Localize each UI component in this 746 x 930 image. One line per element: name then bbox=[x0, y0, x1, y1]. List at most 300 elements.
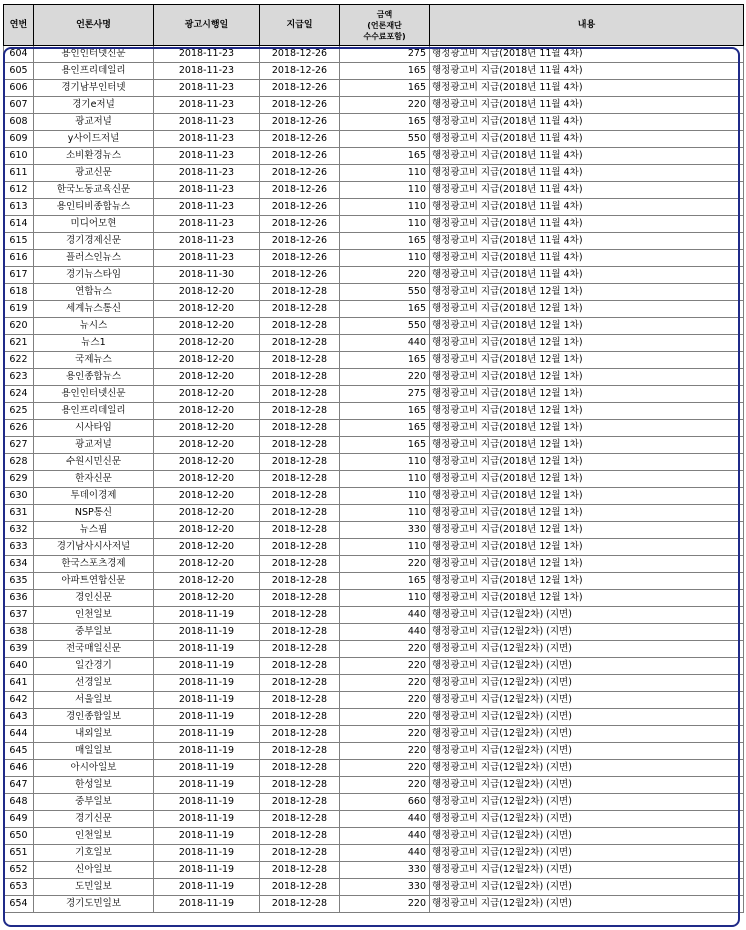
cell-pay-date: 2018-12-26 bbox=[260, 199, 340, 216]
cell-no: 641 bbox=[4, 675, 34, 692]
table-row bbox=[4, 590, 744, 607]
cell-ad-date: 2018-11-19 bbox=[154, 743, 260, 760]
cell-amount: 110 bbox=[340, 590, 430, 607]
table-row bbox=[4, 437, 744, 454]
cell-amount: 220 bbox=[340, 675, 430, 692]
cell-content: 행정광고비 지급(2018년 11월 4차) bbox=[430, 131, 744, 148]
cell-content: 행정광고비 지급(2018년 12월 1차) bbox=[430, 454, 744, 471]
cell-pay-date: 2018-12-28 bbox=[260, 692, 340, 709]
cell-amount: 330 bbox=[340, 862, 430, 879]
cell-content: 행정광고비 지급(12월2차) (지면) bbox=[430, 845, 744, 862]
cell-content: 행정광고비 지급(2018년 12월 1차) bbox=[430, 556, 744, 573]
cell-ad-date: 2018-11-23 bbox=[154, 199, 260, 216]
cell-pay-date: 2018-12-28 bbox=[260, 760, 340, 777]
cell-amount: 220 bbox=[340, 369, 430, 386]
cell-amount: 440 bbox=[340, 607, 430, 624]
cell-ad-date: 2018-12-20 bbox=[154, 318, 260, 335]
table-row bbox=[4, 403, 744, 420]
cell-media: 아파트연합신문 bbox=[34, 573, 154, 590]
cell-no: 629 bbox=[4, 471, 34, 488]
cell-media: 도민일보 bbox=[34, 879, 154, 896]
cell-content: 행정광고비 지급(2018년 12월 1차) bbox=[430, 318, 744, 335]
table-row bbox=[4, 250, 744, 267]
cell-no: 614 bbox=[4, 216, 34, 233]
cell-amount: 110 bbox=[340, 471, 430, 488]
cell-pay-date: 2018-12-28 bbox=[260, 471, 340, 488]
cell-pay-date: 2018-12-26 bbox=[260, 267, 340, 284]
cell-amount: 220 bbox=[340, 896, 430, 913]
cell-content: 행정광고비 지급(2018년 12월 1차) bbox=[430, 522, 744, 539]
cell-ad-date: 2018-11-23 bbox=[154, 46, 260, 63]
cell-media: 광교저널 bbox=[34, 114, 154, 131]
cell-ad-date: 2018-11-19 bbox=[154, 658, 260, 675]
table-row bbox=[4, 862, 744, 879]
cell-pay-date: 2018-12-28 bbox=[260, 284, 340, 301]
table-row bbox=[4, 471, 744, 488]
cell-content: 행정광고비 지급(12월2차) (지면) bbox=[430, 726, 744, 743]
cell-amount: 220 bbox=[340, 743, 430, 760]
cell-no: 636 bbox=[4, 590, 34, 607]
cell-media: 경기경제신문 bbox=[34, 233, 154, 250]
cell-no: 604 bbox=[4, 46, 34, 63]
cell-no: 642 bbox=[4, 692, 34, 709]
cell-amount: 550 bbox=[340, 131, 430, 148]
cell-pay-date: 2018-12-28 bbox=[260, 522, 340, 539]
cell-media: 기호일보 bbox=[34, 845, 154, 862]
cell-pay-date: 2018-12-28 bbox=[260, 879, 340, 896]
header-ad-date: 광고시행일 bbox=[154, 5, 260, 46]
cell-content: 행정광고비 지급(12월2차) (지면) bbox=[430, 692, 744, 709]
cell-amount: 330 bbox=[340, 522, 430, 539]
table-row bbox=[4, 284, 744, 301]
table-row bbox=[4, 505, 744, 522]
cell-ad-date: 2018-11-19 bbox=[154, 862, 260, 879]
cell-ad-date: 2018-12-20 bbox=[154, 284, 260, 301]
cell-media: 용인인터넷신문 bbox=[34, 386, 154, 403]
cell-media: 인천일보 bbox=[34, 607, 154, 624]
cell-amount: 440 bbox=[340, 335, 430, 352]
cell-media: 경인종합일보 bbox=[34, 709, 154, 726]
table-row bbox=[4, 488, 744, 505]
cell-amount: 165 bbox=[340, 114, 430, 131]
cell-media: 경인신문 bbox=[34, 590, 154, 607]
table-row bbox=[4, 165, 744, 182]
cell-ad-date: 2018-11-19 bbox=[154, 641, 260, 658]
cell-ad-date: 2018-11-23 bbox=[154, 165, 260, 182]
cell-amount: 165 bbox=[340, 301, 430, 318]
cell-pay-date: 2018-12-28 bbox=[260, 437, 340, 454]
cell-no: 639 bbox=[4, 641, 34, 658]
cell-no: 620 bbox=[4, 318, 34, 335]
table-row bbox=[4, 539, 744, 556]
cell-media: 중부일보 bbox=[34, 624, 154, 641]
header-amount-line2: (언론재단 bbox=[367, 20, 402, 30]
table-row bbox=[4, 352, 744, 369]
table-row bbox=[4, 641, 744, 658]
cell-pay-date: 2018-12-28 bbox=[260, 896, 340, 913]
cell-pay-date: 2018-12-28 bbox=[260, 845, 340, 862]
cell-pay-date: 2018-12-26 bbox=[260, 63, 340, 80]
cell-ad-date: 2018-11-19 bbox=[154, 811, 260, 828]
cell-media: 용인티비종합뉴스 bbox=[34, 199, 154, 216]
table-body bbox=[4, 46, 744, 913]
cell-no: 606 bbox=[4, 80, 34, 97]
cell-ad-date: 2018-12-20 bbox=[154, 590, 260, 607]
cell-ad-date: 2018-11-23 bbox=[154, 97, 260, 114]
cell-no: 635 bbox=[4, 573, 34, 590]
cell-ad-date: 2018-11-23 bbox=[154, 148, 260, 165]
cell-ad-date: 2018-12-20 bbox=[154, 335, 260, 352]
cell-amount: 165 bbox=[340, 80, 430, 97]
cell-media: 경기신문 bbox=[34, 811, 154, 828]
cell-no: 630 bbox=[4, 488, 34, 505]
table-row bbox=[4, 658, 744, 675]
cell-media: 경기e저널 bbox=[34, 97, 154, 114]
cell-no: 615 bbox=[4, 233, 34, 250]
cell-no: 640 bbox=[4, 658, 34, 675]
cell-media: 광교저널 bbox=[34, 437, 154, 454]
cell-pay-date: 2018-12-28 bbox=[260, 726, 340, 743]
cell-no: 612 bbox=[4, 182, 34, 199]
cell-content: 행정광고비 지급(2018년 11월 4차) bbox=[430, 165, 744, 182]
cell-media: 뉴스핌 bbox=[34, 522, 154, 539]
cell-content: 행정광고비 지급(12월2차) (지면) bbox=[430, 743, 744, 760]
cell-media: 세계뉴스통신 bbox=[34, 301, 154, 318]
cell-media: 인천일보 bbox=[34, 828, 154, 845]
cell-amount: 165 bbox=[340, 352, 430, 369]
cell-ad-date: 2018-11-19 bbox=[154, 692, 260, 709]
cell-content: 행정광고비 지급(2018년 11월 4차) bbox=[430, 199, 744, 216]
table-row bbox=[4, 114, 744, 131]
cell-content: 행정광고비 지급(2018년 12월 1차) bbox=[430, 488, 744, 505]
cell-amount: 110 bbox=[340, 539, 430, 556]
cell-media: 전국매일신문 bbox=[34, 641, 154, 658]
table-row bbox=[4, 148, 744, 165]
table-row bbox=[4, 301, 744, 318]
cell-pay-date: 2018-12-28 bbox=[260, 556, 340, 573]
cell-ad-date: 2018-11-23 bbox=[154, 182, 260, 199]
cell-media: 한성일보 bbox=[34, 777, 154, 794]
cell-amount: 165 bbox=[340, 63, 430, 80]
cell-ad-date: 2018-12-20 bbox=[154, 522, 260, 539]
cell-content: 행정광고비 지급(2018년 11월 4차) bbox=[430, 182, 744, 199]
cell-amount: 165 bbox=[340, 573, 430, 590]
cell-pay-date: 2018-12-26 bbox=[260, 46, 340, 63]
table-row bbox=[4, 80, 744, 97]
cell-content: 행정광고비 지급(2018년 11월 4차) bbox=[430, 216, 744, 233]
cell-ad-date: 2018-11-19 bbox=[154, 675, 260, 692]
cell-no: 616 bbox=[4, 250, 34, 267]
cell-amount: 110 bbox=[340, 488, 430, 505]
table-row bbox=[4, 267, 744, 284]
table-row bbox=[4, 607, 744, 624]
cell-ad-date: 2018-12-20 bbox=[154, 488, 260, 505]
cell-no: 622 bbox=[4, 352, 34, 369]
cell-amount: 165 bbox=[340, 420, 430, 437]
cell-no: 626 bbox=[4, 420, 34, 437]
cell-amount: 110 bbox=[340, 505, 430, 522]
cell-no: 652 bbox=[4, 862, 34, 879]
cell-no: 633 bbox=[4, 539, 34, 556]
cell-media: 한자신문 bbox=[34, 471, 154, 488]
cell-content: 행정광고비 지급(12월2차) (지면) bbox=[430, 607, 744, 624]
cell-media: 경기남사시사저널 bbox=[34, 539, 154, 556]
cell-ad-date: 2018-12-20 bbox=[154, 556, 260, 573]
cell-amount: 220 bbox=[340, 658, 430, 675]
table-row bbox=[4, 386, 744, 403]
cell-ad-date: 2018-11-19 bbox=[154, 879, 260, 896]
table-row bbox=[4, 369, 744, 386]
cell-ad-date: 2018-12-20 bbox=[154, 505, 260, 522]
cell-pay-date: 2018-12-28 bbox=[260, 386, 340, 403]
cell-content: 행정광고비 지급(2018년 11월 4차) bbox=[430, 267, 744, 284]
cell-no: 632 bbox=[4, 522, 34, 539]
table-row bbox=[4, 794, 744, 811]
cell-amount: 165 bbox=[340, 233, 430, 250]
cell-media: 서울일보 bbox=[34, 692, 154, 709]
cell-no: 623 bbox=[4, 369, 34, 386]
table-row bbox=[4, 522, 744, 539]
table-row bbox=[4, 845, 744, 862]
cell-no: 653 bbox=[4, 879, 34, 896]
cell-media: 국제뉴스 bbox=[34, 352, 154, 369]
cell-content: 행정광고비 지급(12월2차) (지면) bbox=[430, 896, 744, 913]
cell-pay-date: 2018-12-28 bbox=[260, 658, 340, 675]
ad-expense-sheet bbox=[3, 4, 743, 913]
cell-no: 613 bbox=[4, 199, 34, 216]
cell-pay-date: 2018-12-28 bbox=[260, 811, 340, 828]
header-amount-line3: 수수료포함) bbox=[363, 31, 406, 41]
cell-content: 행정광고비 지급(2018년 11월 4차) bbox=[430, 114, 744, 131]
header-amount bbox=[340, 5, 430, 46]
cell-content: 행정광고비 지급(2018년 12월 1차) bbox=[430, 369, 744, 386]
cell-no: 651 bbox=[4, 845, 34, 862]
cell-no: 634 bbox=[4, 556, 34, 573]
cell-pay-date: 2018-12-28 bbox=[260, 403, 340, 420]
cell-no: 643 bbox=[4, 709, 34, 726]
cell-no: 646 bbox=[4, 760, 34, 777]
cell-ad-date: 2018-11-23 bbox=[154, 114, 260, 131]
table-row bbox=[4, 335, 744, 352]
cell-media: 일간경기 bbox=[34, 658, 154, 675]
cell-no: 648 bbox=[4, 794, 34, 811]
cell-amount: 220 bbox=[340, 777, 430, 794]
cell-pay-date: 2018-12-26 bbox=[260, 182, 340, 199]
cell-ad-date: 2018-12-20 bbox=[154, 352, 260, 369]
table-row bbox=[4, 828, 744, 845]
cell-pay-date: 2018-12-26 bbox=[260, 114, 340, 131]
cell-content: 행정광고비 지급(2018년 11월 4차) bbox=[430, 148, 744, 165]
cell-ad-date: 2018-12-20 bbox=[154, 403, 260, 420]
ad-expense-table bbox=[3, 4, 744, 913]
cell-no: 617 bbox=[4, 267, 34, 284]
cell-amount: 165 bbox=[340, 403, 430, 420]
cell-ad-date: 2018-12-20 bbox=[154, 471, 260, 488]
cell-amount: 165 bbox=[340, 437, 430, 454]
cell-no: 654 bbox=[4, 896, 34, 913]
cell-media: 시사타임 bbox=[34, 420, 154, 437]
cell-no: 609 bbox=[4, 131, 34, 148]
cell-pay-date: 2018-12-28 bbox=[260, 709, 340, 726]
cell-no: 610 bbox=[4, 148, 34, 165]
cell-amount: 220 bbox=[340, 267, 430, 284]
cell-media: 아시아일보 bbox=[34, 760, 154, 777]
cell-no: 649 bbox=[4, 811, 34, 828]
cell-content: 행정광고비 지급(2018년 12월 1차) bbox=[430, 420, 744, 437]
table-row bbox=[4, 420, 744, 437]
cell-content: 행정광고비 지급(12월2차) (지면) bbox=[430, 675, 744, 692]
table-row bbox=[4, 131, 744, 148]
cell-content: 행정광고비 지급(12월2차) (지면) bbox=[430, 624, 744, 641]
cell-media: 한국노동교육신문 bbox=[34, 182, 154, 199]
cell-ad-date: 2018-11-23 bbox=[154, 216, 260, 233]
cell-pay-date: 2018-12-28 bbox=[260, 318, 340, 335]
cell-content: 행정광고비 지급(2018년 12월 1차) bbox=[430, 471, 744, 488]
cell-amount: 275 bbox=[340, 46, 430, 63]
cell-pay-date: 2018-12-28 bbox=[260, 505, 340, 522]
cell-no: 628 bbox=[4, 454, 34, 471]
cell-media: 투데이경제 bbox=[34, 488, 154, 505]
table-row bbox=[4, 233, 744, 250]
cell-content: 행정광고비 지급(2018년 11월 4차) bbox=[430, 46, 744, 63]
table-row bbox=[4, 760, 744, 777]
table-row bbox=[4, 318, 744, 335]
cell-content: 행정광고비 지급(2018년 12월 1차) bbox=[430, 505, 744, 522]
cell-pay-date: 2018-12-28 bbox=[260, 420, 340, 437]
cell-content: 행정광고비 지급(12월2차) (지면) bbox=[430, 862, 744, 879]
cell-amount: 440 bbox=[340, 624, 430, 641]
cell-ad-date: 2018-11-19 bbox=[154, 607, 260, 624]
cell-content: 행정광고비 지급(12월2차) (지면) bbox=[430, 811, 744, 828]
cell-content: 행정광고비 지급(12월2차) (지면) bbox=[430, 709, 744, 726]
header-amount-line1: 금액 bbox=[376, 9, 393, 19]
cell-content: 행정광고비 지급(2018년 11월 4차) bbox=[430, 233, 744, 250]
cell-media: 내외일보 bbox=[34, 726, 154, 743]
cell-amount: 110 bbox=[340, 216, 430, 233]
cell-ad-date: 2018-12-20 bbox=[154, 420, 260, 437]
cell-ad-date: 2018-12-20 bbox=[154, 386, 260, 403]
cell-content: 행정광고비 지급(12월2차) (지면) bbox=[430, 794, 744, 811]
table-row bbox=[4, 709, 744, 726]
cell-media: 중부일보 bbox=[34, 794, 154, 811]
cell-pay-date: 2018-12-28 bbox=[260, 862, 340, 879]
cell-pay-date: 2018-12-28 bbox=[260, 352, 340, 369]
cell-pay-date: 2018-12-28 bbox=[260, 828, 340, 845]
cell-ad-date: 2018-11-23 bbox=[154, 80, 260, 97]
cell-amount: 330 bbox=[340, 879, 430, 896]
cell-no: 619 bbox=[4, 301, 34, 318]
cell-ad-date: 2018-11-19 bbox=[154, 896, 260, 913]
cell-media: 경기뉴스타임 bbox=[34, 267, 154, 284]
cell-ad-date: 2018-11-19 bbox=[154, 760, 260, 777]
table-row bbox=[4, 811, 744, 828]
cell-media: 매일일보 bbox=[34, 743, 154, 760]
cell-content: 행정광고비 지급(2018년 11월 4차) bbox=[430, 250, 744, 267]
cell-pay-date: 2018-12-28 bbox=[260, 794, 340, 811]
table-row bbox=[4, 896, 744, 913]
cell-no: 625 bbox=[4, 403, 34, 420]
table-row bbox=[4, 624, 744, 641]
cell-pay-date: 2018-12-26 bbox=[260, 216, 340, 233]
cell-ad-date: 2018-11-23 bbox=[154, 63, 260, 80]
cell-media: 미디어모현 bbox=[34, 216, 154, 233]
cell-pay-date: 2018-12-26 bbox=[260, 80, 340, 97]
cell-ad-date: 2018-12-20 bbox=[154, 437, 260, 454]
cell-amount: 110 bbox=[340, 199, 430, 216]
cell-no: 631 bbox=[4, 505, 34, 522]
cell-pay-date: 2018-12-26 bbox=[260, 233, 340, 250]
cell-ad-date: 2018-11-23 bbox=[154, 233, 260, 250]
cell-amount: 220 bbox=[340, 641, 430, 658]
cell-media: 용인프리데일리 bbox=[34, 403, 154, 420]
cell-pay-date: 2018-12-28 bbox=[260, 743, 340, 760]
cell-ad-date: 2018-12-20 bbox=[154, 301, 260, 318]
header-content: 내용 bbox=[430, 5, 744, 46]
cell-pay-date: 2018-12-28 bbox=[260, 539, 340, 556]
cell-amount: 110 bbox=[340, 182, 430, 199]
cell-pay-date: 2018-12-28 bbox=[260, 369, 340, 386]
cell-media: 선경일보 bbox=[34, 675, 154, 692]
cell-ad-date: 2018-12-20 bbox=[154, 573, 260, 590]
cell-amount: 550 bbox=[340, 284, 430, 301]
cell-no: 608 bbox=[4, 114, 34, 131]
cell-pay-date: 2018-12-28 bbox=[260, 301, 340, 318]
cell-amount: 550 bbox=[340, 318, 430, 335]
cell-amount: 110 bbox=[340, 250, 430, 267]
cell-content: 행정광고비 지급(12월2차) (지면) bbox=[430, 879, 744, 896]
cell-media: 플러스인뉴스 bbox=[34, 250, 154, 267]
cell-content: 행정광고비 지급(2018년 12월 1차) bbox=[430, 539, 744, 556]
cell-amount: 165 bbox=[340, 148, 430, 165]
cell-pay-date: 2018-12-28 bbox=[260, 488, 340, 505]
cell-media: 경기도민일보 bbox=[34, 896, 154, 913]
cell-content: 행정광고비 지급(12월2차) (지면) bbox=[430, 658, 744, 675]
cell-amount: 440 bbox=[340, 845, 430, 862]
cell-pay-date: 2018-12-28 bbox=[260, 573, 340, 590]
cell-pay-date: 2018-12-26 bbox=[260, 97, 340, 114]
cell-content: 행정광고비 지급(12월2차) (지면) bbox=[430, 760, 744, 777]
table-row bbox=[4, 573, 744, 590]
cell-ad-date: 2018-11-19 bbox=[154, 726, 260, 743]
cell-media: 용인종합뉴스 bbox=[34, 369, 154, 386]
cell-amount: 220 bbox=[340, 97, 430, 114]
cell-pay-date: 2018-12-28 bbox=[260, 607, 340, 624]
table-row bbox=[4, 46, 744, 63]
cell-amount: 220 bbox=[340, 760, 430, 777]
cell-ad-date: 2018-11-19 bbox=[154, 709, 260, 726]
cell-content: 행정광고비 지급(2018년 12월 1차) bbox=[430, 301, 744, 318]
cell-content: 행정광고비 지급(2018년 12월 1차) bbox=[430, 284, 744, 301]
cell-content: 행정광고비 지급(2018년 12월 1차) bbox=[430, 352, 744, 369]
cell-no: 611 bbox=[4, 165, 34, 182]
cell-pay-date: 2018-12-28 bbox=[260, 335, 340, 352]
cell-content: 행정광고비 지급(2018년 12월 1차) bbox=[430, 335, 744, 352]
cell-pay-date: 2018-12-28 bbox=[260, 675, 340, 692]
cell-pay-date: 2018-12-26 bbox=[260, 148, 340, 165]
cell-media: 용인인터넷신문 bbox=[34, 46, 154, 63]
cell-ad-date: 2018-11-23 bbox=[154, 131, 260, 148]
cell-pay-date: 2018-12-28 bbox=[260, 641, 340, 658]
cell-media: 광교신문 bbox=[34, 165, 154, 182]
table-row bbox=[4, 675, 744, 692]
cell-media: 용인프리데일리 bbox=[34, 63, 154, 80]
cell-content: 행정광고비 지급(2018년 11월 4차) bbox=[430, 97, 744, 114]
table-row bbox=[4, 199, 744, 216]
cell-content: 행정광고비 지급(2018년 12월 1차) bbox=[430, 437, 744, 454]
cell-no: 638 bbox=[4, 624, 34, 641]
table-row bbox=[4, 692, 744, 709]
cell-content: 행정광고비 지급(12월2차) (지면) bbox=[430, 641, 744, 658]
